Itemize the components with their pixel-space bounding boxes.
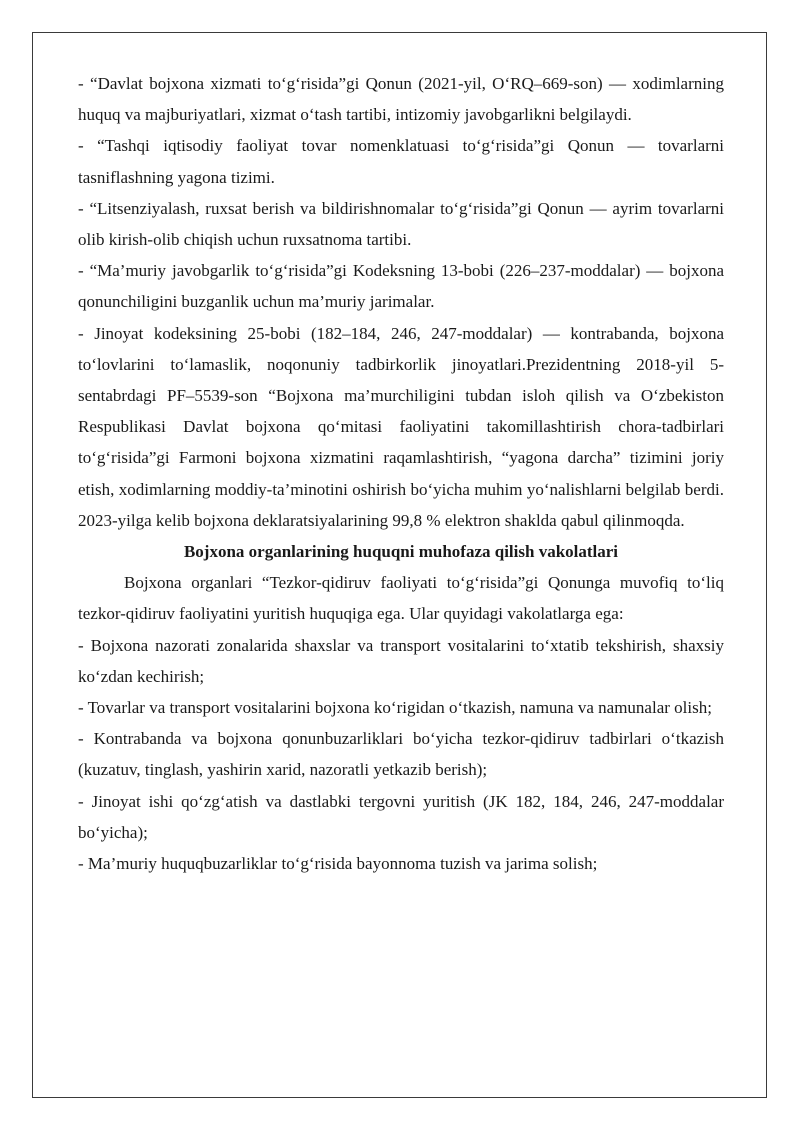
list-item: - “Litsenziyalash, ruxsat berish va bildirishnomalar to‘g‘risida”gi Qonun — ayrim tovarlarni olib kirish-olib chiqish uchun ruxsatnoma tartibi. <box>78 198 724 250</box>
list-item: - Jinoyat kodeksining 25-bobi (182–184, 246, 247-moddalar) — kontrabanda, bojxona to‘lovlarini to‘lamaslik, noqonuniy tadbirkorlik jinoyatlari.Prezidentning 2018-yil 5-sentabrdagi PF–5539-son “Bojxona ma’murchiligini tubdan isloh qilish va O‘zbekiston Respublikasi Davlat bojxona qo‘mitasi faoliyatini takomillashtirish chora-tadbirlari to‘g‘risida”gi Farmoni bojxona xizmatini raqamlashtirish, “yagona darcha” tizimini joriy etish, xodimlarning moddiy-ta’minotini oshirish bo‘yicha muhim yo‘nalishlarni belgilab berdi. 2023-yilga kelib bojxona deklaratsiyalarining 99,8 % elektron shaklda qabul qilinmoqda. <box>78 323 724 530</box>
list-item: - Ma’muriy huquqbuzarliklar to‘g‘risida bayonnoma tuzish va jarima solish; <box>78 854 598 874</box>
list-item: - “Davlat bojxona xizmati to‘g‘risida”gi Qonun (2021-yil, O‘RQ–669-son) — xodimlarning huquq va majburiyatlari, xizmat o‘tash tartibi, intizomiy javobgarlikni belgilaydi. <box>78 74 724 125</box>
list-item: - Kontrabanda va bojxona qonunbuzarliklari bo‘yicha tezkor-qidiruv tadbirlari o‘tkazish (kuzatuv, tinglash, yashirin xarid, nazoratli yetkazib berish); <box>78 729 724 780</box>
section-heading: Bojxona organlarining huquqni muhofaza qilish vakolatlari <box>183 542 619 562</box>
document-body <box>78 68 724 879</box>
list-item: - “Ma’muriy javobgarlik to‘g‘risida”gi Kodeksning 13-bobi (226–237-moddalar) — bojxona qonunchiligini buzganlik uchun ma’muriy jarimalar. <box>78 261 724 312</box>
intro-paragraph: Bojxona organlari “Tezkor-qidiruv faoliyati to‘g‘risida”gi Qonunga muvofiq to‘liq tezkor-qidiruv faoliyatini yuritish huquqiga ega. Ular quyidagi vakolatlarga ega: <box>78 573 724 624</box>
list-item: - Bojxona nazorati zonalarida shaxslar va transport vositalarini to‘xtatib tekshirish, shaxsiy ko‘zdan kechirish; <box>78 635 724 686</box>
list-item: - “Tashqi iqtisodiy faoliyat tovar nomenklatuasi to‘g‘risida”gi Qonun — tovarlarni tasniflashning yagona tizimi. <box>78 136 724 187</box>
list-item: - Tovarlar va transport vositalarini bojxona ko‘rigidan o‘tkazish, namuna va namunalar olish; <box>78 698 712 718</box>
list-item: - Jinoyat ishi qo‘zg‘atish va dastlabki tergovni yuritish (JK 182, 184, 246, 247-moddalar bo‘yicha); <box>78 791 724 842</box>
